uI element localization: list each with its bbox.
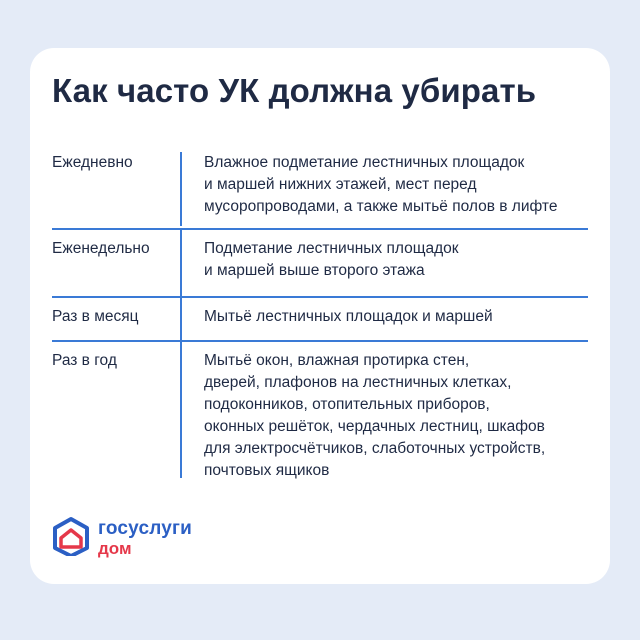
gosuslugi-dom-logo[interactable] [52, 512, 192, 562]
period-description: Подметание лестничных площадок и маршей выше второго этажа [204, 240, 459, 279]
info-card [30, 48, 610, 584]
period-description: Мытьё лестничных площадок и маршей [204, 308, 493, 325]
period-label: Еженедельно [52, 240, 150, 257]
column-divider [180, 298, 182, 340]
period-label: Раз в год [52, 352, 117, 369]
column-divider [180, 230, 182, 296]
house-logo-icon [52, 516, 90, 556]
logo-text-dom: дом [98, 539, 132, 558]
row-divider [52, 296, 588, 298]
column-divider [180, 342, 182, 478]
period-description: Мытьё окон, влажная протирка стен, дверей, плафонов на лестничных клетках, подоконников, отопительных приборов, оконных решёток, чердачных лестниц, шкафов для электросчётчиков, слаботочных устройств, почтовых ящиков [204, 352, 546, 479]
row-divider [52, 228, 588, 230]
period-label: Ежедневно [52, 154, 133, 171]
card-title: Как часто УК должна убирать [52, 72, 537, 109]
logo-text-gosuslugi: госуслуги [98, 518, 193, 539]
period-label: Раз в месяц [52, 308, 139, 325]
period-description: Влажное подметание лестничных площадок и маршей нижних этажей, мест перед мусоропроводами, а также мытьё полов в лифте [204, 154, 558, 215]
column-divider [180, 152, 182, 226]
row-divider [52, 340, 588, 342]
